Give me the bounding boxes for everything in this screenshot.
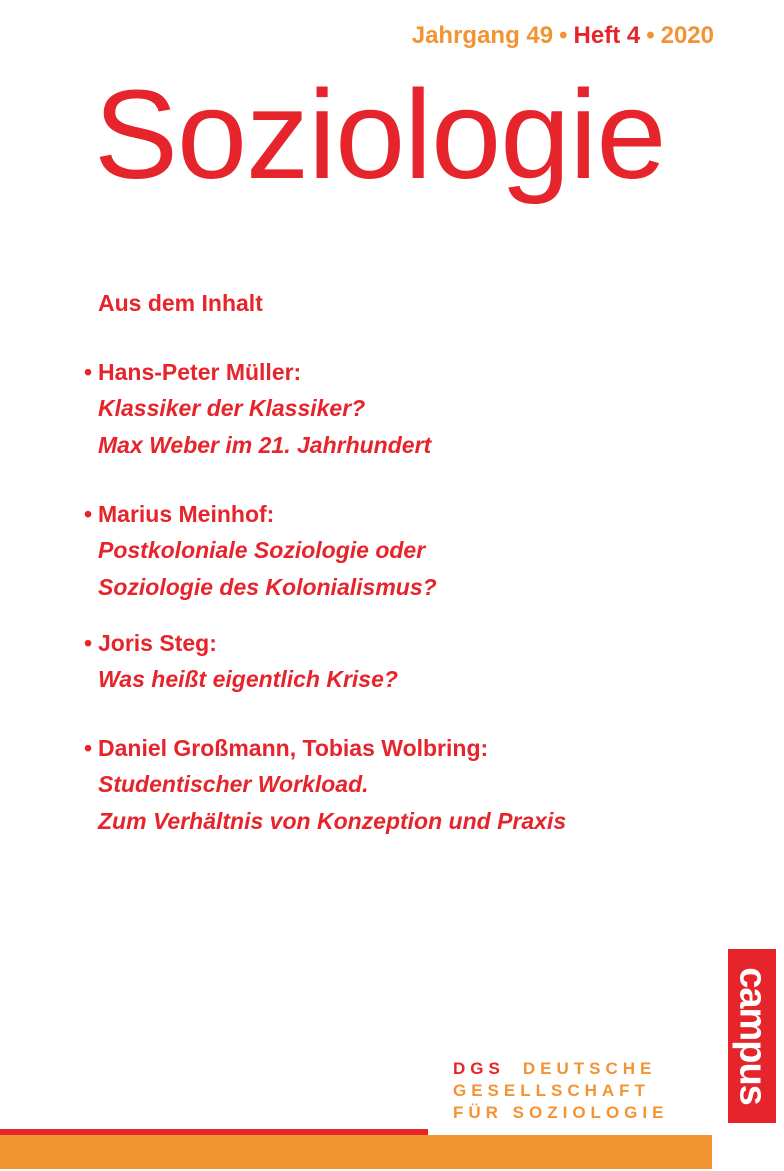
entry-author: Joris Steg: [98, 630, 217, 656]
issue-info [412, 22, 714, 50]
volume-label: Jahrgang 49 [411, 22, 554, 49]
separator-dot: • [646, 22, 655, 49]
bullet-icon: • [84, 501, 93, 527]
publisher-logo [728, 949, 776, 1123]
entry-title-line: Was heißt eigentlich Krise? [98, 666, 398, 692]
contents-entry [84, 625, 398, 698]
society-line: GESELLSCHAFT [453, 1081, 650, 1100]
separator-dot: • [559, 22, 568, 49]
entry-title-line: Klassiker der Klassiker? [98, 395, 366, 421]
contents-entry [84, 730, 566, 840]
society-line: DEUTSCHE [522, 1059, 657, 1078]
entry-author: Daniel Großmann, Tobias Wolbring: [98, 735, 489, 761]
issue-number: Heft 4 [573, 22, 641, 49]
society-logo [453, 1058, 668, 1124]
contents-heading: Aus dem Inhalt [98, 290, 263, 316]
entry-title-line: Max Weber im 21. Jahrhundert [98, 432, 432, 458]
issue-year: 2020 [660, 22, 714, 49]
contents-entry [84, 496, 437, 606]
entry-author: Marius Meinhof: [98, 501, 275, 527]
entry-title-line: Zum Verhältnis von Konzeption und Praxis [98, 808, 567, 834]
contents-entry [84, 354, 431, 464]
bullet-icon: • [84, 735, 93, 761]
entry-title-line: Soziologie des Kolonialismus? [98, 574, 437, 600]
journal-title: Soziologie [94, 64, 666, 205]
entry-author: Hans-Peter Müller: [98, 359, 302, 385]
orange-stripe [0, 1135, 712, 1169]
society-abbr: DGS [453, 1059, 505, 1078]
society-line: FÜR SOZIOLOGIE [453, 1103, 669, 1122]
bullet-icon: • [84, 359, 93, 385]
publisher-name: campus [731, 967, 774, 1105]
entry-title-line: Postkoloniale Soziologie oder [98, 537, 426, 563]
bullet-icon: • [84, 630, 93, 656]
entry-title-line: Studentischer Workload. [98, 771, 369, 797]
